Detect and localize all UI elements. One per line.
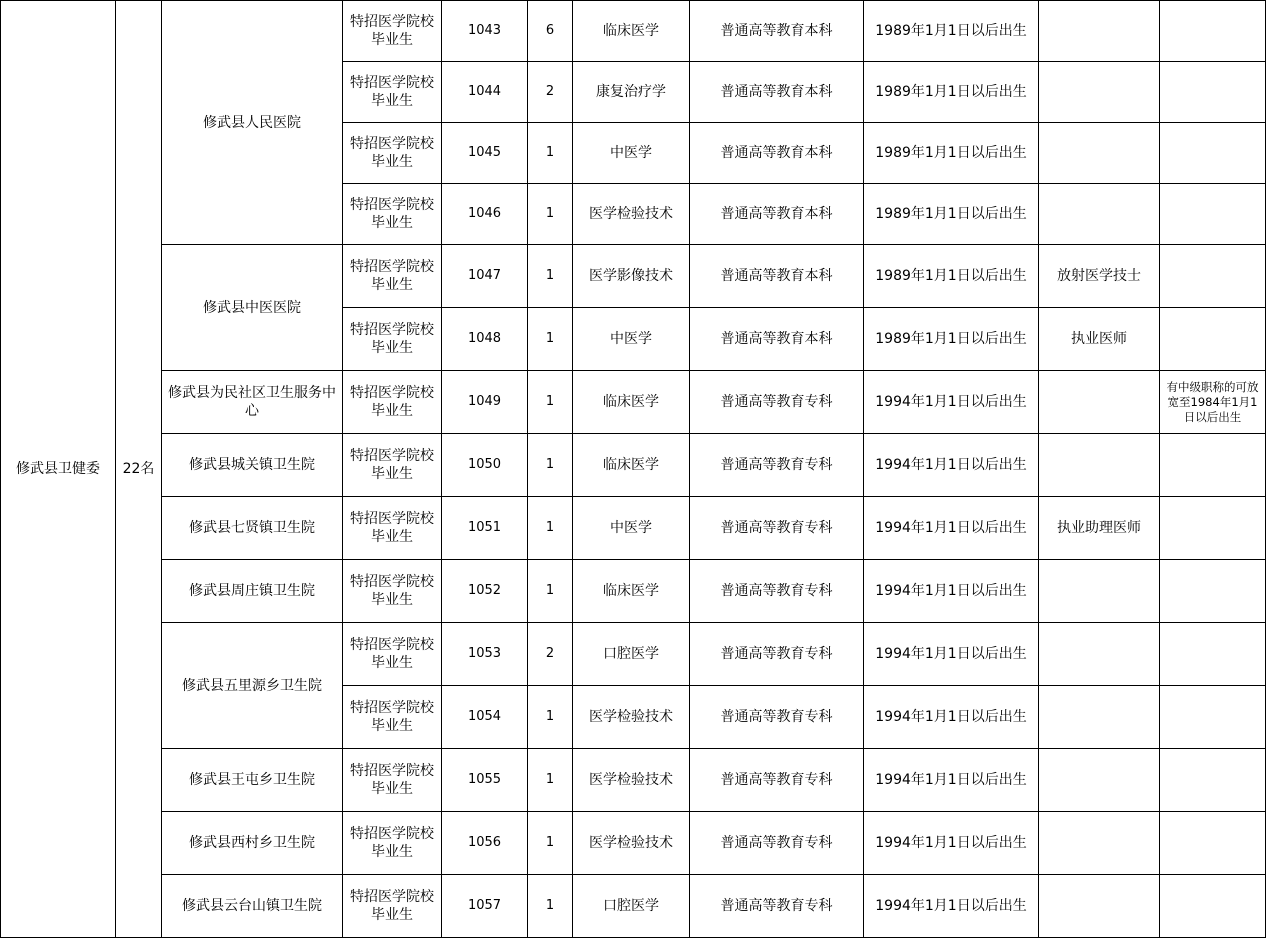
qualification-cell (1039, 560, 1160, 623)
note-cell (1160, 184, 1266, 245)
major-cell: 医学检验技术 (573, 686, 690, 749)
qualification-cell (1039, 749, 1160, 812)
qualification-cell (1039, 434, 1160, 497)
table-row (1, 434, 1266, 497)
major-cell: 中医学 (573, 123, 690, 184)
education-cell: 普通高等教育本科 (690, 123, 864, 184)
code-cell: 1044 (442, 62, 528, 123)
unit-cell: 修武县城关镇卫生院 (162, 434, 343, 497)
qualification-cell (1039, 371, 1160, 434)
education-cell: 普通高等教育专科 (690, 812, 864, 875)
education-cell: 普通高等教育专科 (690, 875, 864, 938)
count-cell: 1 (528, 245, 573, 308)
type-cell: 特招医学院校毕业生 (343, 371, 442, 434)
code-cell: 1055 (442, 749, 528, 812)
unit-cell: 修武县中医医院 (162, 245, 343, 371)
note-cell (1160, 560, 1266, 623)
qualification-cell: 放射医学技士 (1039, 245, 1160, 308)
education-cell: 普通高等教育本科 (690, 184, 864, 245)
count-cell: 1 (528, 308, 573, 371)
education-cell: 普通高等教育专科 (690, 749, 864, 812)
note-cell (1160, 62, 1266, 123)
table-row (1, 749, 1266, 812)
note-cell (1160, 1, 1266, 62)
qualification-cell (1039, 623, 1160, 686)
note-cell (1160, 497, 1266, 560)
education-cell: 普通高等教育本科 (690, 245, 864, 308)
birth-cell: 1994年1月1日以后出生 (864, 371, 1039, 434)
birth-cell: 1994年1月1日以后出生 (864, 434, 1039, 497)
unit-cell: 修武县王屯乡卫生院 (162, 749, 343, 812)
education-cell: 普通高等教育专科 (690, 686, 864, 749)
table-row (1, 623, 1266, 686)
count-cell: 1 (528, 812, 573, 875)
count-cell: 1 (528, 371, 573, 434)
qualification-cell: 执业医师 (1039, 308, 1160, 371)
type-cell: 特招医学院校毕业生 (343, 812, 442, 875)
qualification-cell (1039, 875, 1160, 938)
birth-cell: 1989年1月1日以后出生 (864, 1, 1039, 62)
table-row (1, 1, 1266, 62)
birth-cell: 1994年1月1日以后出生 (864, 623, 1039, 686)
qualification-cell (1039, 184, 1160, 245)
qualification-cell (1039, 1, 1160, 62)
birth-cell: 1989年1月1日以后出生 (864, 123, 1039, 184)
type-cell: 特招医学院校毕业生 (343, 875, 442, 938)
type-cell: 特招医学院校毕业生 (343, 686, 442, 749)
education-cell: 普通高等教育专科 (690, 497, 864, 560)
code-cell: 1048 (442, 308, 528, 371)
code-cell: 1049 (442, 371, 528, 434)
unit-cell: 修武县五里源乡卫生院 (162, 623, 343, 749)
code-cell: 1057 (442, 875, 528, 938)
count-cell: 1 (528, 560, 573, 623)
major-cell: 中医学 (573, 497, 690, 560)
table-row (1, 245, 1266, 308)
count-cell: 6 (528, 1, 573, 62)
unit-cell: 修武县西村乡卫生院 (162, 812, 343, 875)
note-cell: 有中级职称的可放宽至1984年1月1日以后出生 (1160, 371, 1266, 434)
qualification-cell (1039, 686, 1160, 749)
note-cell (1160, 812, 1266, 875)
education-cell: 普通高等教育专科 (690, 560, 864, 623)
birth-cell: 1994年1月1日以后出生 (864, 875, 1039, 938)
qualification-cell: 执业助理医师 (1039, 497, 1160, 560)
note-cell (1160, 749, 1266, 812)
education-cell: 普通高等教育本科 (690, 62, 864, 123)
count-cell: 2 (528, 623, 573, 686)
major-cell: 临床医学 (573, 560, 690, 623)
major-cell: 康复治疗学 (573, 62, 690, 123)
major-cell: 医学检验技术 (573, 184, 690, 245)
major-cell: 临床医学 (573, 434, 690, 497)
qualification-cell (1039, 812, 1160, 875)
qualification-cell (1039, 62, 1160, 123)
note-cell (1160, 434, 1266, 497)
type-cell: 特招医学院校毕业生 (343, 1, 442, 62)
education-cell: 普通高等教育专科 (690, 371, 864, 434)
major-cell: 医学影像技术 (573, 245, 690, 308)
major-cell: 口腔医学 (573, 623, 690, 686)
birth-cell: 1989年1月1日以后出生 (864, 308, 1039, 371)
note-cell (1160, 308, 1266, 371)
note-cell (1160, 686, 1266, 749)
code-cell: 1052 (442, 560, 528, 623)
major-cell: 中医学 (573, 308, 690, 371)
unit-cell: 修武县人民医院 (162, 1, 343, 245)
note-cell (1160, 875, 1266, 938)
code-cell: 1051 (442, 497, 528, 560)
count-cell: 1 (528, 434, 573, 497)
birth-cell: 1994年1月1日以后出生 (864, 749, 1039, 812)
count-cell: 1 (528, 686, 573, 749)
total-cell: 22名 (116, 1, 162, 938)
birth-cell: 1994年1月1日以后出生 (864, 497, 1039, 560)
education-cell: 普通高等教育专科 (690, 434, 864, 497)
birth-cell: 1989年1月1日以后出生 (864, 184, 1039, 245)
department-cell: 修武县卫健委 (1, 1, 116, 938)
code-cell: 1043 (442, 1, 528, 62)
count-cell: 1 (528, 123, 573, 184)
table-row (1, 560, 1266, 623)
code-cell: 1047 (442, 245, 528, 308)
type-cell: 特招医学院校毕业生 (343, 62, 442, 123)
count-cell: 2 (528, 62, 573, 123)
table-row (1, 371, 1266, 434)
type-cell: 特招医学院校毕业生 (343, 308, 442, 371)
birth-cell: 1994年1月1日以后出生 (864, 560, 1039, 623)
education-cell: 普通高等教育本科 (690, 1, 864, 62)
qualification-cell (1039, 123, 1160, 184)
major-cell: 医学检验技术 (573, 812, 690, 875)
code-cell: 1046 (442, 184, 528, 245)
count-cell: 1 (528, 184, 573, 245)
type-cell: 特招医学院校毕业生 (343, 123, 442, 184)
major-cell: 临床医学 (573, 371, 690, 434)
education-cell: 普通高等教育本科 (690, 308, 864, 371)
type-cell: 特招医学院校毕业生 (343, 434, 442, 497)
type-cell: 特招医学院校毕业生 (343, 623, 442, 686)
birth-cell: 1989年1月1日以后出生 (864, 245, 1039, 308)
note-cell (1160, 623, 1266, 686)
unit-cell: 修武县为民社区卫生服务中心 (162, 371, 343, 434)
type-cell: 特招医学院校毕业生 (343, 749, 442, 812)
type-cell: 特招医学院校毕业生 (343, 497, 442, 560)
unit-cell: 修武县周庄镇卫生院 (162, 560, 343, 623)
education-cell: 普通高等教育专科 (690, 623, 864, 686)
unit-cell: 修武县七贤镇卫生院 (162, 497, 343, 560)
major-cell: 医学检验技术 (573, 749, 690, 812)
note-cell (1160, 245, 1266, 308)
code-cell: 1053 (442, 623, 528, 686)
major-cell: 临床医学 (573, 1, 690, 62)
table-row (1, 875, 1266, 938)
table-row (1, 497, 1266, 560)
code-cell: 1054 (442, 686, 528, 749)
count-cell: 1 (528, 875, 573, 938)
birth-cell: 1989年1月1日以后出生 (864, 62, 1039, 123)
unit-cell: 修武县云台山镇卫生院 (162, 875, 343, 938)
code-cell: 1045 (442, 123, 528, 184)
code-cell: 1056 (442, 812, 528, 875)
type-cell: 特招医学院校毕业生 (343, 184, 442, 245)
count-cell: 1 (528, 749, 573, 812)
code-cell: 1050 (442, 434, 528, 497)
birth-cell: 1994年1月1日以后出生 (864, 812, 1039, 875)
note-cell (1160, 123, 1266, 184)
type-cell: 特招医学院校毕业生 (343, 560, 442, 623)
birth-cell: 1994年1月1日以后出生 (864, 686, 1039, 749)
major-cell: 口腔医学 (573, 875, 690, 938)
count-cell: 1 (528, 497, 573, 560)
type-cell: 特招医学院校毕业生 (343, 245, 442, 308)
table-row (1, 812, 1266, 875)
